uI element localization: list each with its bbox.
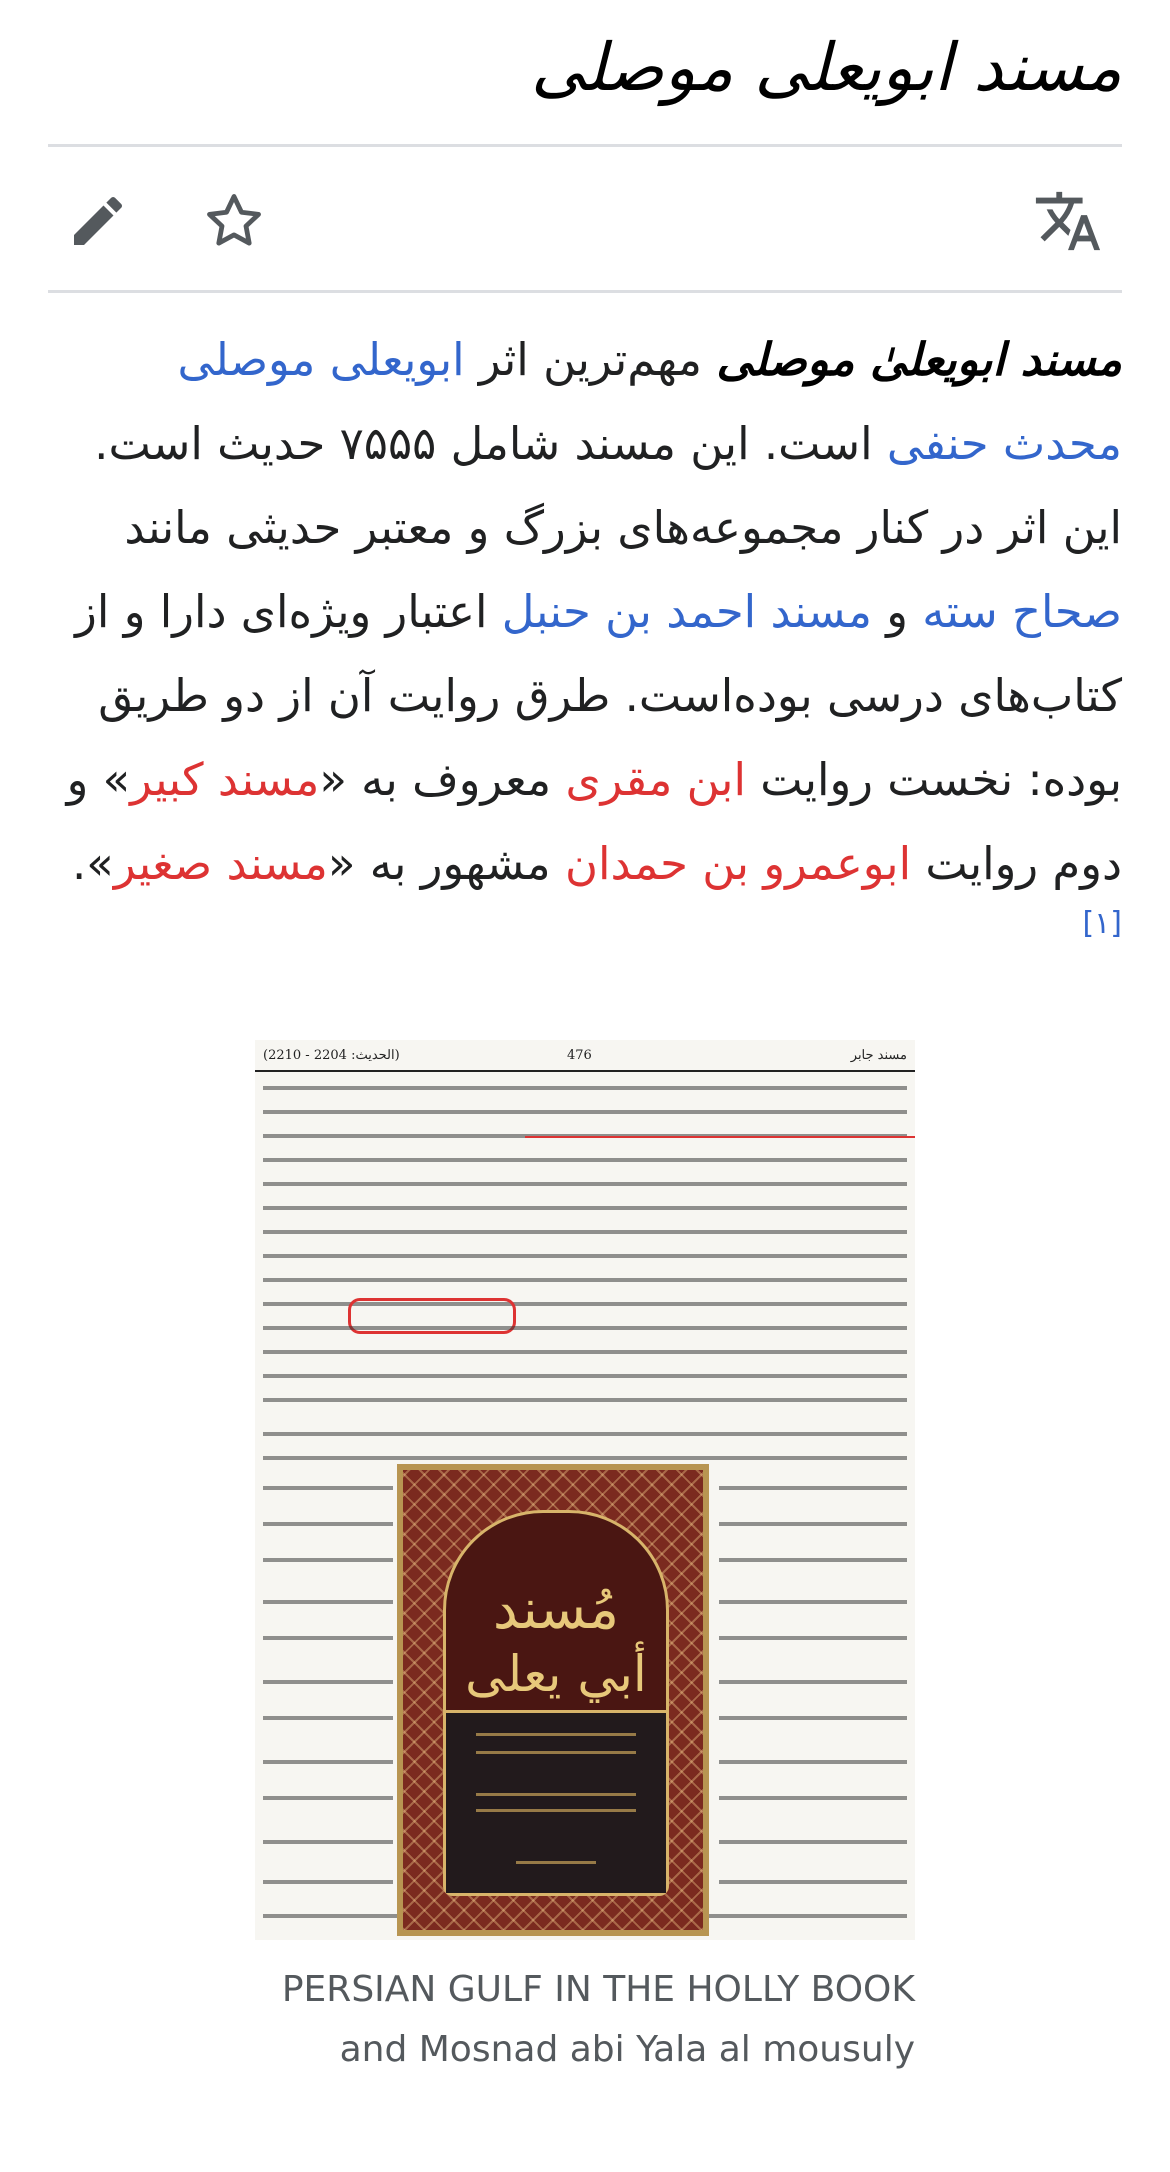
link-abu-amr-ibn-hamdan[interactable]: ابوعمرو بن حمدان [564,837,912,890]
scan-text-line [263,1374,907,1378]
page-title: مسند ابویعلی موصلی [531,29,1122,106]
scan-text-line [263,1796,393,1800]
scan-text-line [719,1716,907,1720]
link-musnad-saghir[interactable]: مسند صغیر [113,837,328,890]
article-lead-paragraph [48,318,1122,990]
scan-text-line [719,1558,907,1562]
book-cover-title: مُسند [492,1577,620,1642]
header-page-number: 476 [567,1048,592,1063]
scan-text-line [263,1326,907,1330]
scan-text-line [719,1600,907,1604]
book-cover-lower-band [446,1710,666,1893]
text-segment: اعتبار ویژه‌ای دارا و از کتاب‌های درسی بوده‌است. طرق روایت آن از دو طریق بوده: نخست روایت [75,585,1122,806]
scan-text-line [719,1680,907,1684]
link-ibn-muqri[interactable]: ابن مقری [565,753,746,806]
scan-text-line [719,1880,907,1884]
scan-text-line [263,1760,393,1764]
header-right-text: مسند جابر [850,1048,907,1063]
scan-text-line [263,1680,393,1684]
scan-text-line [263,1158,907,1162]
scan-text-line [719,1796,907,1800]
cover-text-line [476,1751,636,1754]
link-hanafi-muhaddith[interactable]: محدث حنفی [886,417,1122,470]
text-segment: » و دوم روایت [66,753,1122,890]
scan-text-line [263,1398,907,1402]
cover-text-line [516,1861,596,1864]
book-cover [403,1470,703,1930]
link-sihah-sitta[interactable]: صحاح سته [922,585,1122,638]
book-cover-panel [443,1510,669,1896]
text-segment: مشهور به « [327,837,565,890]
toolbar-divider [48,290,1122,293]
title-divider [48,144,1122,147]
link-musnad-ahmad[interactable]: مسند احمد بن حنبل [501,585,872,638]
scan-text-line [719,1636,907,1640]
star-icon[interactable] [196,183,272,259]
cover-text-line [476,1733,636,1736]
scan-text-line [263,1840,393,1844]
cover-text-line [476,1809,636,1812]
scan-text-line [263,1522,393,1526]
figure-caption: PERSIAN GULF IN THE HOLLY BOOK and Mosnad abi Yala al mousuly [281,1969,915,2070]
book-cover-subtitle: أبي يعلى [465,1645,647,1703]
reference-link[interactable]: [۱] [1082,906,1122,941]
scan-text-line [719,1760,907,1764]
scan-text-line [263,1350,907,1354]
pencil-icon[interactable] [60,183,136,259]
scan-text-line [263,1432,907,1436]
scan-text-line [263,1206,907,1210]
text-segment: معروف به « [319,753,566,806]
cover-text-line [476,1793,636,1796]
scan-text-line [263,1254,907,1258]
scan-text-line [263,1086,907,1090]
scan-text-line [719,1522,907,1526]
scan-text-line [719,1840,907,1844]
text-segment: ». [71,837,114,890]
highlight-underline [525,1136,915,1138]
text-segment: مهم‌ترین اثر [464,333,717,386]
scan-text-line [263,1230,907,1234]
article-subject-bold: مسند ابویعلیٰ موصلی [716,333,1122,386]
scan-text-line [263,1182,907,1186]
scan-text-line [263,1486,393,1490]
scan-text-line [263,1880,393,1884]
text-segment: است. این مسند شامل ۷۵۵۵ حدیث است. این اثر در کنار مجموعه‌های بزرگ و معتبر حدیثی مانند [94,417,1122,554]
header-left-text: (الحديث: 2204 - 2210) [263,1048,400,1063]
scan-text-line [263,1716,393,1720]
link-musnad-kabir[interactable]: مسند کبیر [130,753,320,806]
scan-text-line [263,1278,907,1282]
scan-text-line [263,1636,393,1640]
article-figure-image[interactable] [255,1040,915,1940]
scan-text-line [719,1486,907,1490]
scan-text-line [263,1558,393,1562]
scan-text-line [263,1110,907,1114]
scan-text-line [263,1456,907,1460]
link-abu-yala-mawsili[interactable]: ابویعلی موصلی [177,333,465,386]
scan-text-line [263,1600,393,1604]
text-segment: و [871,585,923,638]
translate-icon[interactable] [1030,183,1106,259]
scanned-page-header [255,1046,915,1072]
